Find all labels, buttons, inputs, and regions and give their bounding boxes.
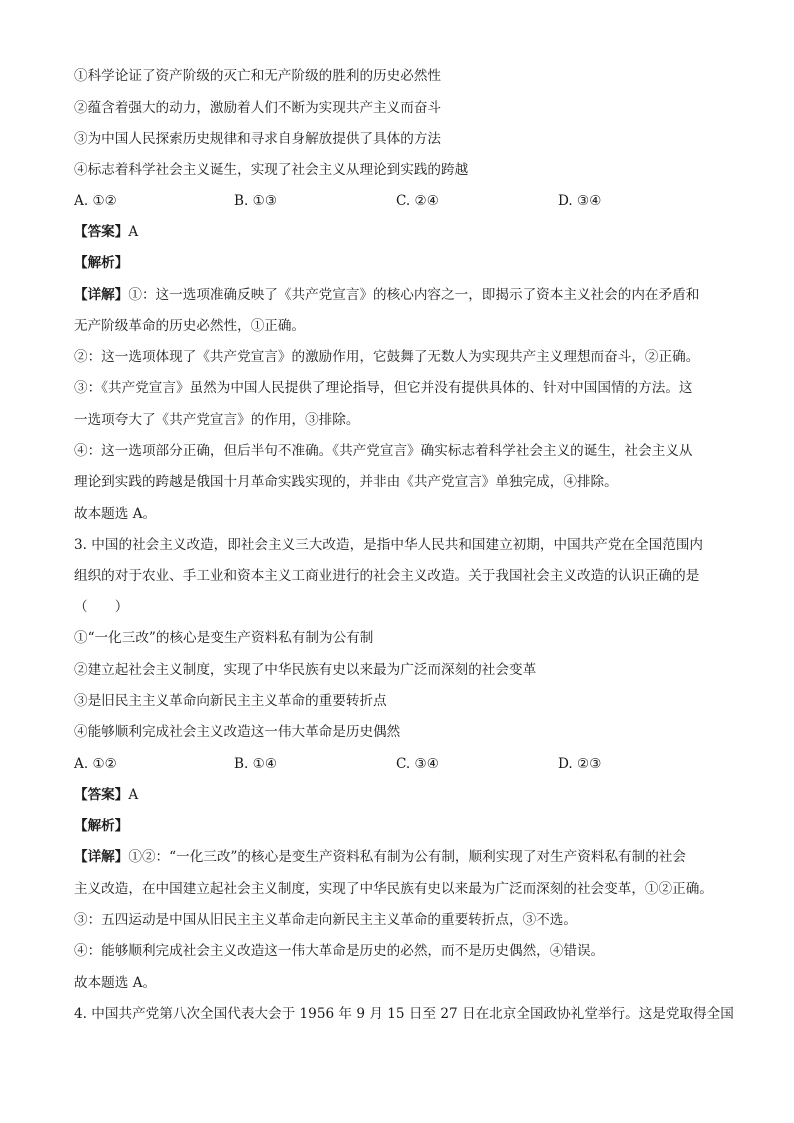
q2-explanation-6: ④：这一选项部分正确，但后半句不准确。《共产党宣言》确实标志着科学社会主义的诞生，社会主义从 [74,443,693,459]
q2-explanation-1 [74,285,734,305]
q3-statement-3: ③是旧民主主义革命向新民主主义革命的重要转折点 [74,693,387,709]
q3-stem-3: （ ） [74,599,129,615]
q3-explanation-4: ④：能够顺利完成社会主义改造这一伟大革命是历史的必然，而不是历史偶然，④错误。 [74,943,605,959]
q3-answer-value: A [128,787,139,803]
q2-explanation-4: ③：《共产党宣言》虽然为中国人民提供了理论指导，但它并没有提供具体的、针对中国国情的方法。这 [74,380,693,396]
q3-option-a: A. ①② [74,756,117,772]
q2-detail-tag: 【详解】 [74,287,129,303]
q3-statement-4: ④能够顺利完成社会主义改造这一伟大革命是历史偶然 [74,724,401,740]
q3-answer [74,785,734,805]
q3-stem-2: 组织的对于农业、手工业和资本主义工商业进行的社会主义改造。关于我国社会主义改造的认识正确的是 [74,568,700,584]
q3-explanation-text-1: ①②：“一化三改”的核心是变生产资料私有制为公有制，顺利实现了对生产资料私有制的社会 [128,849,687,865]
q2-statement-3: ③为中国人民探索历史规律和寻求自身解放提供了具体的方法 [74,131,442,147]
q3-option-c: C. ③④ [396,756,439,772]
q2-explanation-5: 一选项夸大了《共产党宣言》的作用，③排除。 [74,412,360,428]
q3-explanation-3: ③：五四运动是中国从旧民主主义革命走向新民主主义革命的重要转折点，③不选。 [74,912,577,928]
q3-statement-2: ②建立起社会主义制度，实现了中华民族有史以来最为广泛而深刻的社会变革 [74,662,537,678]
q3-analysis-heading [74,816,734,836]
q3-option-b: B. ①④ [234,756,278,772]
q2-answer [74,222,734,242]
q2-option-a: A. ①② [74,193,117,209]
q2-statement-2: ②蕴含着强大的动力，激励着人们不断为实现共产主义而奋斗 [74,100,442,116]
q4-stem: 4. 中国共产党第八次全国代表大会于 1956 年 9 月 15 日至 27 日在北京全国政协礼堂举行。这是党取得全国 [74,1006,734,1022]
q3-conclusion: 故本题选 A。 [74,975,157,991]
q2-analysis-tag: 【解析】 [74,255,129,271]
q2-explanation-text-1: ①：这一选项准确反映了《共产党宣言》的核心内容之一，即揭示了资本主义社会的内在矛盾和 [128,287,700,303]
q3-stem-1: 3. 中国的社会主义改造，即社会主义三大改造，是指中华人民共和国建立初期，中国共产党在全国范围内 [74,537,704,553]
q2-conclusion: 故本题选 A。 [74,506,157,522]
q2-explanation-7: 理论到实践的跨越是俄国十月革命实践实现的，并非由《共产党宣言》单独完成，④排除。 [74,474,618,490]
q3-detail-tag: 【详解】 [74,849,129,865]
q2-analysis-heading [74,253,734,273]
q2-option-b: B. ①③ [234,193,278,209]
q2-statement-1: ①科学论证了资产阶级的灭亡和无产阶级的胜利的历史必然性 [74,68,442,84]
q3-statement-1: ①“一化三改”的核心是变生产资料私有制为公有制 [74,630,374,646]
q2-explanation-2: 无产阶级革命的历史必然性，①正确。 [74,318,306,334]
q2-statement-4: ④标志着科学社会主义诞生，实现了社会主义从理论到实践的跨越 [74,162,469,178]
q2-answer-tag: 【答案】 [74,224,129,240]
q2-explanation-3: ②：这一选项体现了《共产党宣言》的激励作用，它鼓舞了无数人为实现共产主义理想而奋斗，②正确。 [74,349,700,365]
q3-analysis-tag: 【解析】 [74,818,129,834]
q2-answer-value: A [128,224,139,240]
q3-answer-tag: 【答案】 [74,787,129,803]
q3-option-d: D. ②③ [558,756,602,772]
q2-option-d: D. ③④ [558,193,602,209]
q3-explanation-2: 主义改造，在中国建立起社会主义制度，实现了中华民族有史以来最为广泛而深刻的社会变革，①②正确。 [74,881,713,897]
q2-option-c: C. ②④ [396,193,439,209]
q3-explanation-1 [74,847,734,867]
